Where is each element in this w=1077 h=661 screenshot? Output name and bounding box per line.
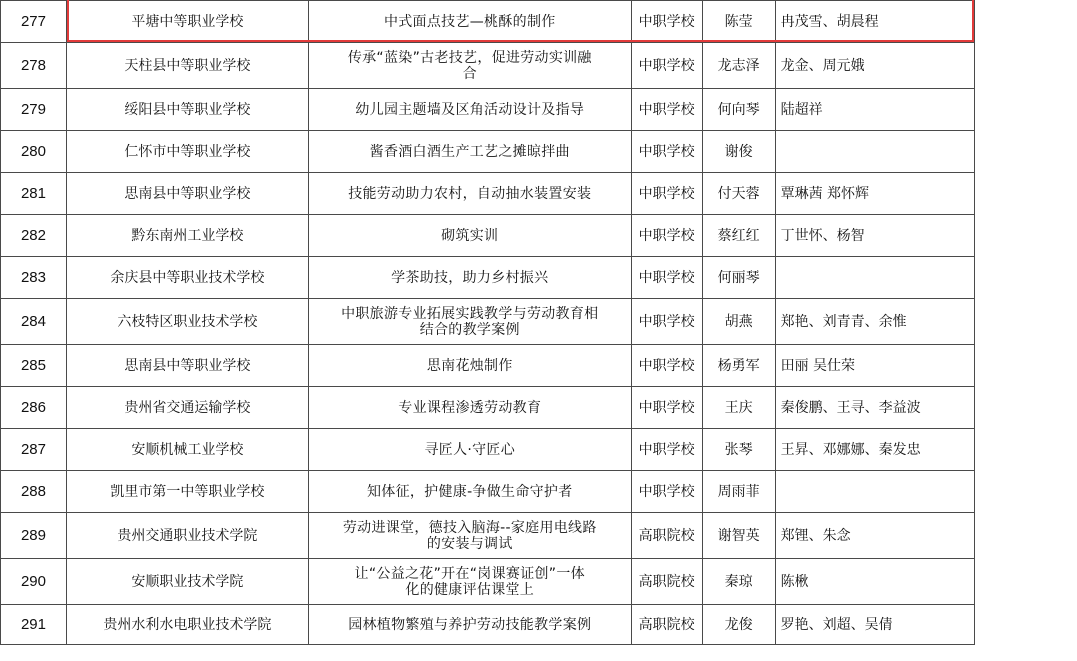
spare-cell <box>974 559 1077 605</box>
school-type-cell: 中职学校 <box>631 345 702 387</box>
row-number-cell: 289 <box>1 513 67 559</box>
team-members-cell <box>775 257 974 299</box>
school-cell: 贵州水利水电职业技术学院 <box>66 605 308 645</box>
case-title-line: 劳动进课堂，德技入脑海--家庭用电线路 <box>342 519 597 536</box>
case-title-cell <box>308 387 631 429</box>
school-type-cell: 高职院校 <box>631 513 702 559</box>
spare-cell <box>974 345 1077 387</box>
spare-cell <box>974 89 1077 131</box>
case-title-cell <box>308 471 631 513</box>
team-members-cell: 王昇、邓娜娜、秦发忠 <box>775 429 974 471</box>
lead-teacher-cell: 何向琴 <box>702 89 775 131</box>
case-title-cell <box>308 345 631 387</box>
row-number-cell: 278 <box>1 43 67 89</box>
table-body <box>1 1 1077 645</box>
school-cell: 思南县中等职业学校 <box>66 345 308 387</box>
case-title-line: 传承“蓝染”古老技艺，促进劳动实训融 <box>347 49 592 66</box>
school-type-cell: 高职院校 <box>631 605 702 645</box>
school-type-cell: 中职学校 <box>631 1 702 43</box>
team-members-cell: 覃琳茜 郑怀辉 <box>775 173 974 215</box>
row-number-cell: 290 <box>1 559 67 605</box>
row-number-cell: 284 <box>1 299 67 345</box>
team-members-cell: 丁世怀、杨智 <box>775 215 974 257</box>
table-row <box>1 173 1077 215</box>
case-title-cell <box>308 43 631 89</box>
school-cell: 天柱县中等职业学校 <box>66 43 308 89</box>
case-title-line: 幼儿园主题墙及区角活动设计及指导 <box>355 101 585 118</box>
row-number-cell: 277 <box>1 1 67 43</box>
school-type-cell: 中职学校 <box>631 471 702 513</box>
lead-teacher-cell: 张琴 <box>702 429 775 471</box>
lead-teacher-cell: 蔡红红 <box>702 215 775 257</box>
case-title-line: 酱香酒白酒生产工艺之摊晾拌曲 <box>369 143 570 160</box>
table-row <box>1 43 1077 89</box>
case-title-cell <box>308 89 631 131</box>
spare-cell <box>974 387 1077 429</box>
spare-cell <box>974 215 1077 257</box>
case-title-line: 结合的教学案例 <box>419 321 520 338</box>
lead-teacher-cell: 杨勇军 <box>702 345 775 387</box>
case-title-line: 技能劳动助力农村，自动抽水装置安装 <box>348 185 592 202</box>
school-cell: 安顺机械工业学校 <box>66 429 308 471</box>
school-cell: 凯里市第一中等职业学校 <box>66 471 308 513</box>
school-type-cell: 中职学校 <box>631 89 702 131</box>
row-number-cell: 281 <box>1 173 67 215</box>
team-members-cell: 陈楸 <box>775 559 974 605</box>
row-number-cell: 285 <box>1 345 67 387</box>
case-title-line: 专业课程渗透劳动教育 <box>398 399 542 416</box>
lead-teacher-cell: 谢智英 <box>702 513 775 559</box>
case-title-line: 思南花烛制作 <box>426 357 513 374</box>
case-title-line: 知体征，护健康-争做生命守护者 <box>366 483 573 500</box>
spare-cell <box>974 299 1077 345</box>
school-type-cell: 中职学校 <box>631 173 702 215</box>
school-type-cell: 中职学校 <box>631 43 702 89</box>
case-title-cell <box>308 1 631 43</box>
school-cell: 六枝特区职业技术学校 <box>66 299 308 345</box>
team-members-cell: 罗艳、刘超、吴倩 <box>775 605 974 645</box>
case-title-cell <box>308 173 631 215</box>
school-cell: 贵州省交通运输学校 <box>66 387 308 429</box>
case-title-cell <box>308 605 631 645</box>
table-row <box>1 471 1077 513</box>
spare-cell <box>974 257 1077 299</box>
table-row <box>1 387 1077 429</box>
table-row <box>1 89 1077 131</box>
table-row <box>1 299 1077 345</box>
school-type-cell: 中职学校 <box>631 299 702 345</box>
case-title-line: 寻匠人·守匠心 <box>424 441 516 458</box>
case-title-line: 中职旅游专业拓展实践教学与劳动教育相 <box>341 305 599 322</box>
school-cell: 余庆县中等职业技术学校 <box>66 257 308 299</box>
row-number-cell: 279 <box>1 89 67 131</box>
school-type-cell: 中职学校 <box>631 429 702 471</box>
case-title-cell <box>308 257 631 299</box>
case-title-cell <box>308 299 631 345</box>
team-members-cell: 郑锂、朱念 <box>775 513 974 559</box>
case-title-line: 合 <box>462 65 477 82</box>
case-title-cell <box>308 429 631 471</box>
school-type-cell: 中职学校 <box>631 387 702 429</box>
case-title-cell <box>308 513 631 559</box>
case-title-line: 园林植物繁殖与养护劳动技能教学案例 <box>348 616 592 633</box>
lead-teacher-cell: 龙俊 <box>702 605 775 645</box>
case-title-line: 化的健康评估课堂上 <box>405 581 535 598</box>
lead-teacher-cell: 何丽琴 <box>702 257 775 299</box>
lead-teacher-cell: 胡燕 <box>702 299 775 345</box>
table-row <box>1 215 1077 257</box>
school-cell: 绥阳县中等职业学校 <box>66 89 308 131</box>
school-cell: 平塘中等职业学校 <box>66 1 308 43</box>
lead-teacher-cell: 龙志泽 <box>702 43 775 89</box>
case-title-line: 学茶助技，助力乡村振兴 <box>391 269 549 286</box>
row-number-cell: 288 <box>1 471 67 513</box>
case-title-line: 中式面点技艺—桃酥的制作 <box>383 13 556 30</box>
lead-teacher-cell: 王庆 <box>702 387 775 429</box>
team-members-cell: 郑艳、刘青青、余惟 <box>775 299 974 345</box>
team-members-cell <box>775 131 974 173</box>
school-type-cell: 中职学校 <box>631 215 702 257</box>
spare-cell <box>974 605 1077 645</box>
row-number-cell: 282 <box>1 215 67 257</box>
table-row <box>1 1 1077 43</box>
school-cell: 贵州交通职业技术学院 <box>66 513 308 559</box>
school-type-cell: 中职学校 <box>631 131 702 173</box>
spare-cell <box>974 43 1077 89</box>
table-row <box>1 605 1077 645</box>
table-row <box>1 131 1077 173</box>
team-members-cell: 田丽 吴仕荣 <box>775 345 974 387</box>
row-number-cell: 291 <box>1 605 67 645</box>
school-cell: 安顺职业技术学院 <box>66 559 308 605</box>
team-members-cell: 龙金、周元娥 <box>775 43 974 89</box>
team-members-cell: 冉茂雪、胡晨程 <box>775 1 974 43</box>
case-title-line: 的安装与调试 <box>426 535 513 552</box>
case-title-line: 砌筑实训 <box>441 227 499 244</box>
table-row <box>1 345 1077 387</box>
school-cell: 黔东南州工业学校 <box>66 215 308 257</box>
spare-cell <box>974 131 1077 173</box>
case-title-cell <box>308 559 631 605</box>
table-row <box>1 257 1077 299</box>
school-type-cell: 高职院校 <box>631 559 702 605</box>
table-row <box>1 513 1077 559</box>
table-row <box>1 429 1077 471</box>
team-members-cell: 秦俊鹏、王寻、李益波 <box>775 387 974 429</box>
school-cell: 仁怀市中等职业学校 <box>66 131 308 173</box>
table-row <box>1 559 1077 605</box>
lead-teacher-cell: 秦琼 <box>702 559 775 605</box>
row-number-cell: 280 <box>1 131 67 173</box>
lead-teacher-cell: 陈莹 <box>702 1 775 43</box>
case-title-cell <box>308 131 631 173</box>
spare-cell <box>974 1 1077 43</box>
row-number-cell: 286 <box>1 387 67 429</box>
spare-cell <box>974 429 1077 471</box>
school-type-cell: 中职学校 <box>631 257 702 299</box>
case-title-line: 让“公益之花”开在“岗课赛证创”一体 <box>354 565 585 582</box>
row-number-cell: 287 <box>1 429 67 471</box>
team-members-cell: 陆超祥 <box>775 89 974 131</box>
case-title-cell <box>308 215 631 257</box>
lead-teacher-cell: 周雨菲 <box>702 471 775 513</box>
spare-cell <box>974 513 1077 559</box>
lead-teacher-cell: 谢俊 <box>702 131 775 173</box>
lead-teacher-cell: 付天蓉 <box>702 173 775 215</box>
spare-cell <box>974 471 1077 513</box>
school-cell: 思南县中等职业学校 <box>66 173 308 215</box>
spare-cell <box>974 173 1077 215</box>
team-members-cell <box>775 471 974 513</box>
row-number-cell: 283 <box>1 257 67 299</box>
